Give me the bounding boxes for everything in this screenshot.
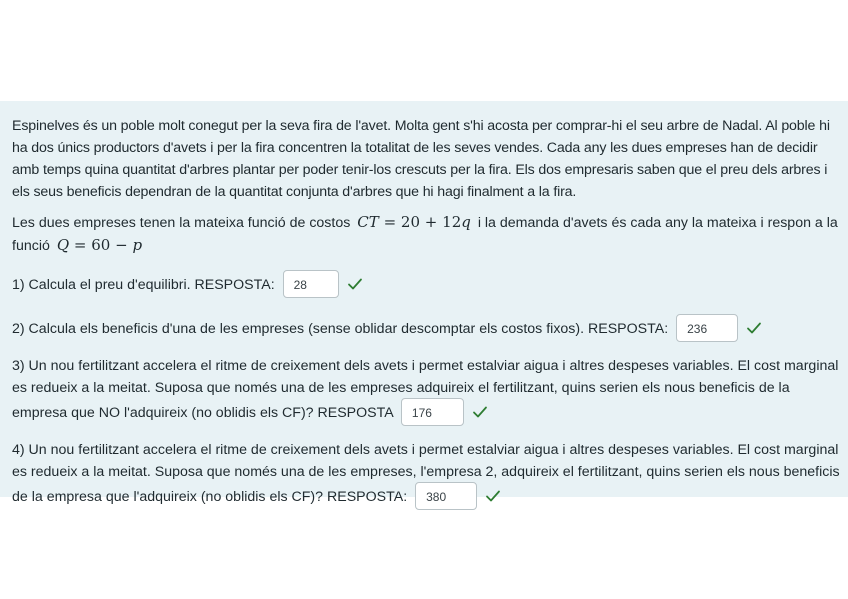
demand-formula [57,236,142,254]
cost-formula [357,213,471,231]
cost-text-before: Les dues empreses tenen la mateixa funció de costos [12,215,351,231]
cost-plus: + [424,213,438,231]
question-content [12,115,840,511]
question-4-text: 4) Un nou fertilitzant accelera el ritme de creixement dels avets i permet estalviar aigua i altres despeses variables. El cost marginal es redueix a la meitat. Suposa que només una de les empreses, l'empresa 2, adquireix el fertilitzant, quins serien els nous beneficis de la empresa que l'adquireix (no oblidis els CF)? RESPOSTA: [12,442,840,505]
question-3 [12,355,840,427]
cost-q: q [461,213,471,231]
demand-eq: = [73,236,87,254]
answer-4-input[interactable]: 380 [415,482,477,510]
intro-paragraph: Espinelves és un poble molt conegut per la seva fira de l'avet. Molta gent s'hi acosta per comprar-hi el seu arbre de Nadal. Al poble hi ha dos únics productors d'avets i per la fira concentren la totalitat de les seves vendes. Cada any les dues empreses han de decidir amb temps quina quantitat d'arbres plantar per poder tenir-los crescuts per la fira. Els dos empresaris saben que el preu dels arbres i els seus beneficis dependran de la quantitat conjunta d'arbres que hi hagi finalment a la fira. [12,118,830,200]
answer-1-input[interactable]: 28 [283,270,339,298]
question-2-text: 2) Calcula els beneficis d'una de les empreses (sense oblidar descomptar els costos fixos). RESPOSTA: [12,320,669,337]
cost-text-middle: i la demanda d'avets és cada any la mateixa i respon a la funció [12,215,838,254]
checkmark-icon [347,277,363,291]
answer-3-input[interactable]: 176 [401,398,464,426]
cost-paragraph [12,211,840,257]
question-1-text: 1) Calcula el preu d'equilibri. RESPOSTA: [12,276,275,293]
demand-minus: − [115,236,128,254]
cost-var: CT [357,213,379,231]
checkmark-icon [472,405,488,419]
cost-const: 20 [400,213,421,231]
question-2 [12,315,840,343]
checkmark-icon [746,321,762,335]
checkmark-icon [485,489,501,503]
question-panel [0,101,848,505]
question-3-text: 3) Un nou fertilitzant accelera el ritme de creixement dels avets i permet estalviar aigua i altres despeses variables. El cost marginal es redueix a la meitat. Suposa que només una de les empreses adquireix el fertilitzant, quins serien els nous beneficis de la empresa que NO l'adquireix (no oblidis els CF)? RESPOSTA [12,358,839,421]
demand-p: p [132,236,143,254]
demand-const: 60 [91,236,111,254]
cost-coef: 12 [442,213,462,231]
answer-2-input[interactable]: 236 [676,314,738,342]
demand-q: Q [56,236,70,254]
cost-eq: = [383,213,397,231]
question-1 [12,271,840,299]
question-4 [12,439,840,511]
